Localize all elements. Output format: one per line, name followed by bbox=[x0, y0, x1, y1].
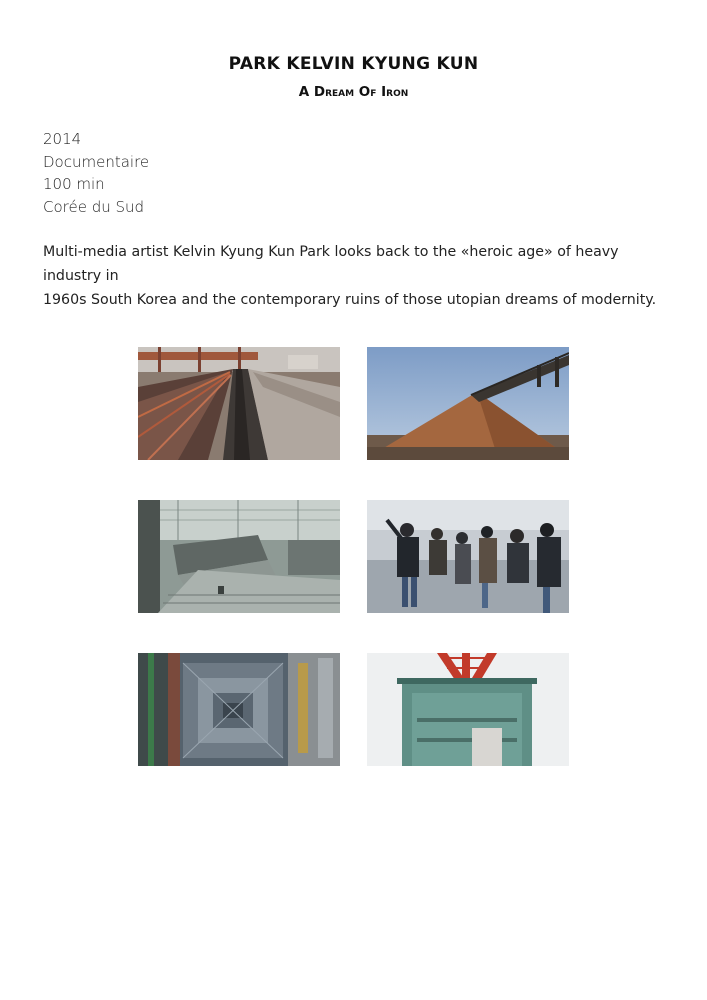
still-ore-pile bbox=[367, 347, 569, 460]
film-title: A Dream Of Iron bbox=[298, 84, 409, 100]
film-country: Corée du Sud bbox=[43, 197, 145, 216]
still-shipyard bbox=[138, 500, 340, 613]
conveyor-image bbox=[138, 347, 340, 460]
film-details bbox=[43, 128, 149, 218]
synopsis bbox=[43, 240, 673, 312]
ore-pile-image bbox=[367, 347, 569, 460]
film-genre: Documentaire bbox=[43, 152, 150, 171]
film-year: 2014 bbox=[43, 130, 82, 148]
protest-image bbox=[367, 500, 569, 613]
aerial-image bbox=[138, 653, 340, 766]
synopsis-line-2: 1960s South Korea and the contemporary ruins of those utopian dreams of modernity. bbox=[43, 292, 657, 308]
crane-image bbox=[367, 653, 569, 766]
still-crane-tower bbox=[367, 653, 569, 766]
still-conveyor-belt bbox=[138, 347, 340, 460]
synopsis-line-1: Multi-media artist Kelvin Kyung Kun Park looks back to the «heroic age» of heavy industry in bbox=[43, 244, 619, 284]
still-aerial-site bbox=[138, 653, 340, 766]
film-duration: 100 min bbox=[43, 175, 105, 193]
still-protest-crowd bbox=[367, 500, 569, 613]
director-name: PARK KELVIN KYUNG KUN bbox=[228, 54, 479, 74]
shipyard-image bbox=[138, 500, 340, 613]
